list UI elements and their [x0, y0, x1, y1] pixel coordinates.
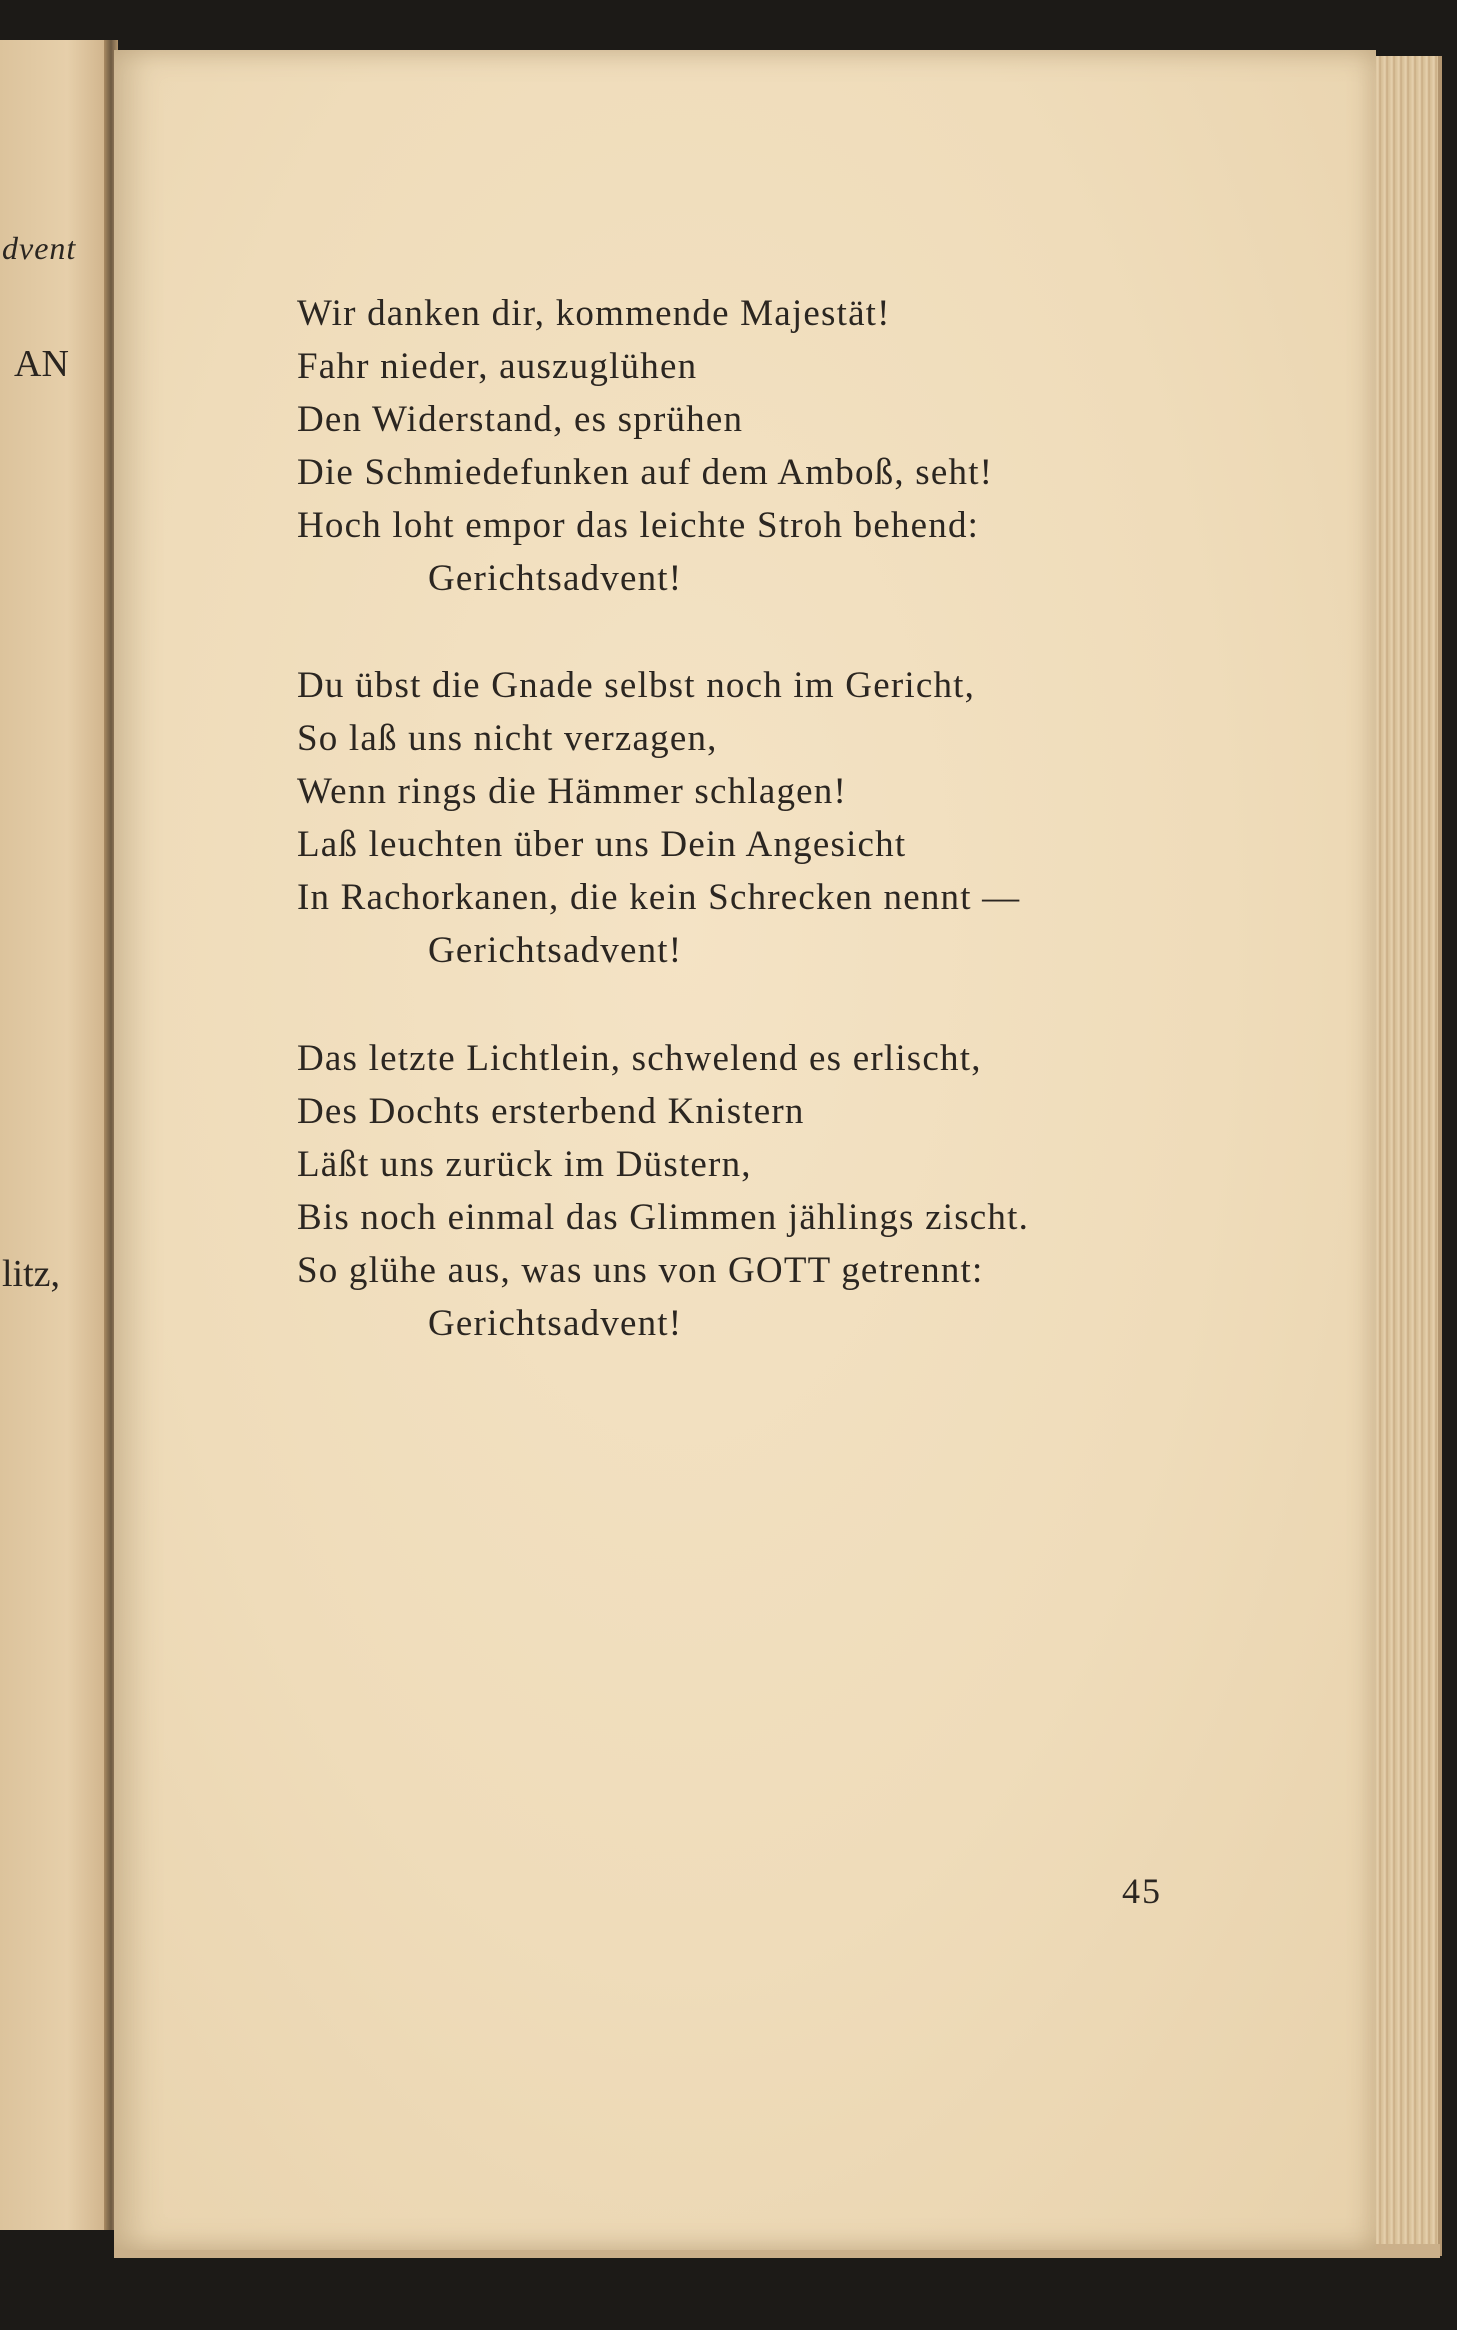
poem-line: So laß uns nicht verzagen, — [297, 718, 718, 759]
poem-line: Hoch loht empor das leichte Stroh behend: — [297, 505, 980, 546]
poem-line: So glühe aus, was uns von GOTT getrennt: — [297, 1250, 984, 1291]
poem-refrain: Gerichtsadvent! — [428, 558, 683, 599]
poem-line: Des Dochts ersterbend Knistern — [297, 1091, 805, 1132]
poem-line: Bis noch einmal das Glimmen jählings zischt. — [297, 1197, 1030, 1238]
previous-page-running-header: dvent — [2, 230, 77, 266]
poem-line: In Rachorkanen, die kein Schrecken nennt — — [297, 877, 1021, 918]
poem-line: Läßt uns zurück im Düstern, — [297, 1144, 752, 1185]
poem-line: Den Widerstand, es sprühen — [297, 399, 744, 440]
previous-page-text-fragment: AN — [14, 343, 69, 385]
poem-line: Wir danken dir, kommende Majestät! — [297, 293, 891, 334]
poem-line: Die Schmiedefunken auf dem Amboß, seht! — [297, 452, 994, 493]
poem-line: Laß leuchten über uns Dein Angesicht — [297, 824, 907, 865]
poem — [114, 50, 1376, 2250]
poem-line: Das letzte Lichtlein, schwelend es erlischt, — [297, 1038, 982, 1079]
previous-page — [0, 40, 112, 2230]
poem-refrain: Gerichtsadvent! — [428, 1303, 683, 1344]
poem-line: Fahr nieder, auszuglühen — [297, 346, 698, 387]
page-edge-stack — [1368, 56, 1442, 2256]
current-page — [114, 50, 1376, 2250]
previous-page-text-fragment: litz, — [2, 1253, 61, 1295]
poem-line: Du übst die Gnade selbst noch im Gericht, — [297, 665, 976, 706]
poem-refrain: Gerichtsadvent! — [428, 930, 683, 971]
poem-line: Wenn rings die Hämmer schlagen! — [297, 771, 847, 812]
page-number: 45 — [1122, 1871, 1162, 1911]
